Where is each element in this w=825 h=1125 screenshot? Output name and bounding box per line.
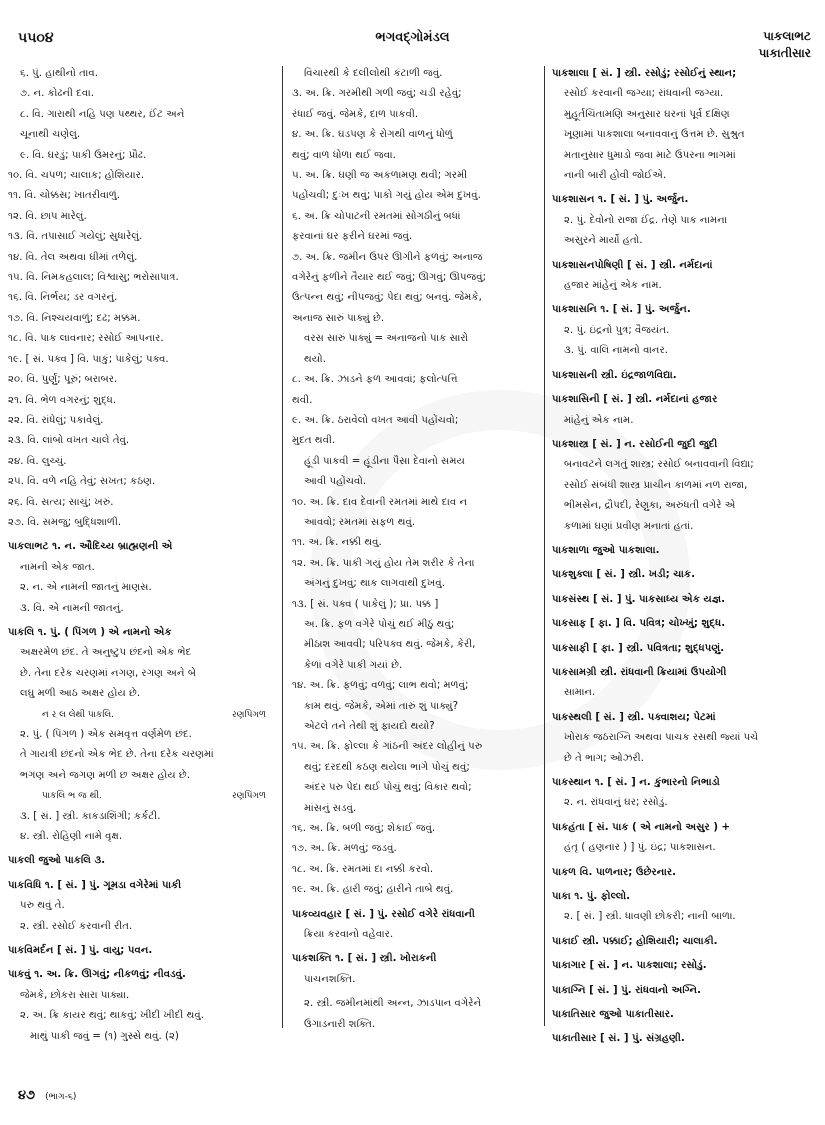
entry-line: ૨. પું. ઇંદ્રનો પુત્ર; વૈજયંત. [564, 324, 670, 336]
entry-line: પાચનશક્તિ. [304, 973, 356, 985]
entry-line: ૧૦. વિ. ચપળ; ચાલાક; હોશિયાર. [8, 170, 145, 182]
entry-line: હંતૃ ( હણનાર ) ] પું. ઇંદ્ર; પાકશાસન. [564, 842, 716, 854]
entry-headword-line: પાકસાફી [ ફા. ] સ્ત્રી. પવિત્રતા; શુદ્ધપણું. [552, 642, 725, 654]
entry-line: ૧૫. અ. ક્રિ. ફોલ્લા કે ગાંઠની અંદર લોહીનું પરુ [292, 741, 483, 753]
entry-line: પહોંચવી; દુઃખ થવું; પાકો ગયું હોય એમ દુખવું. [292, 190, 481, 202]
entry-line: ૧૮. અ. ક્રિ. રમતમાં દા નક્કી કરવો. [292, 863, 434, 875]
entry-line: મીઠાશ આવવી; પરિપક્વ થવું. જેમકે, કેરી, [304, 639, 476, 651]
entry-line: હૂંડી પાકવી = હૂંડીના પૈસા દેવાનો સમય [304, 455, 465, 467]
entry-line: ૧૪. અ. ક્રિ. ફળવું; વળવું; લાભ થવો; મળવું; [292, 680, 469, 692]
entry-line: લઘુ મળી આઠ અક્ષર હોય છે. [20, 688, 141, 700]
entry-line: ૨. સ્ત્રી. રસોઈ કરવાની રીત. [20, 920, 133, 932]
entry-line: ૩. અ. ક્રિ. ગરમીથી ગળી જવું; ચડી રહેવું; [292, 88, 462, 100]
entry-line: ૨. અ. ક્રિ કાયર થવું; થાકવું; ખીદી ખીદી થવું. [20, 1010, 204, 1022]
entry-headword-line: પાકશાસ્ત્ર [ સં. ] ન. રસોઈની જુદી જુદી [552, 438, 718, 450]
entry-line: થયો. [304, 353, 326, 365]
entry-line: ૩. વિ. એ નામની જાતનું. [20, 602, 124, 614]
entry-line: ૨૧. વિ. ભેળ વગરનું; શુદ્ધ. [8, 394, 117, 406]
entry-line: છે. તેના દરેક ચરણમાં નગણ, રગણ અને બે [20, 667, 197, 679]
entry-line: ૬. અ. ક્રિ ચોપાટની રમતમાં સોગઠીનું બધાં [292, 210, 461, 222]
entry-line: ૧૧. વિ. ચોક્કસ; ખાતરીવાળું. [8, 190, 121, 202]
entry-line: આવી પહોંચવો. [304, 476, 367, 488]
column-middle [292, 64, 540, 1035]
citation-text: ન ર લ લેથી પાકલિ. [42, 709, 114, 720]
page-footer [18, 1088, 76, 1103]
entry-line: ૬. પું. હાથીનો તાવ. [20, 68, 98, 79]
entry-headword-line: પાકશાસન ૧. [ સં. ] પું. અર્જુન. [552, 194, 689, 206]
entry-line: રંધાઈ જવું. જેમકે, દાળ પાકવી. [292, 108, 419, 120]
page-header [0, 0, 825, 58]
column-right [552, 64, 814, 1050]
entry-headword-line: પાકવિધિ ૧. [ સં. ] પું. ગૂમડા વગેરેમાં પાકી [8, 879, 182, 891]
entry-line: મુદત થવી. [292, 435, 336, 447]
entry-line: ૨૫. વિ. વળે નહિ તેવું; સખત; કઠણ. [8, 476, 156, 488]
entry-line: ૧૯. અ. ક્રિ. હારી જવું; હારીને તાબે થવું. [292, 884, 454, 896]
entry-line: ૮. અ. ક્રિ. ઝાડને ફળ આવવાં; ફલોત્પત્તિ [292, 374, 458, 386]
citation-source: રણપિંગળ [232, 709, 266, 720]
entry-line: ૯. અ. ક્રિ. ઠરાવેલો વખત આવી પહોંચવો; [292, 414, 459, 426]
entry-line: ૨. ન. રાંધવાનું ઘર; રસોડું. [564, 797, 668, 809]
entry-headword-line: પાકવ્યવહાર [ સં. ] પું. રસોઈ વગેરે રાંધવાની [292, 908, 475, 920]
entry-headword-line: પાકશાસની સ્ત્રી. ઇંદ્રજાળવિદ્યા. [552, 369, 677, 381]
entry-line: ૧૮. વિ. પાક લાવનાર; રસોઈ આપનાર. [8, 333, 164, 345]
entry-line: ઉગાડનારી શક્તિ. [304, 1018, 376, 1030]
entry-line: વગેરેનું ફળીને તૈયાર થઈ જવું; ઊગવું; ઊપજવું; [292, 272, 487, 284]
entry-line: ૧૦. અ. ક્રિ. દાવ દેવાની રમતમાં માથે દાવ ન [292, 496, 468, 508]
entry-line: ૨. સ્ત્રી. જમીનમાંથી અન્ન, ઝાડપાન વગેરેને [304, 998, 482, 1010]
entry-line: કામ થવું. જેમકે, એમાં તારું શું પાક્યું? [304, 700, 459, 712]
entry-headword-line: પાકવિમર્દન [ સં. ] પું. વાયુ; પવન. [8, 945, 153, 957]
entry-line: ૨૨. વિ. રાંધેલું; પકાવેલું. [8, 414, 104, 426]
entry-line: અંગનું દુખવું; થાક લાગવાથી દુખવું. [304, 578, 445, 590]
citation [8, 786, 274, 806]
entry-line: ૪. અ. ક્રિ. ઘડપણ કે રોગથી વાળનું ધોળું [292, 129, 453, 141]
entry-line: ૧૬. વિ. નિર્ભય; ડર વગરનું. [8, 292, 118, 304]
entry-line: ૨. પું. દેવોનો રાજા ઈંદ્ર. તેણે પાક નામના [564, 214, 728, 226]
entry-line: ૧૧. અ. ક્રિ. નક્કી થવું. [292, 537, 382, 549]
entry-line: ૨. ન. એ નામની જાતનું માણસ. [20, 582, 152, 594]
entry-line: ૨૭. વિ. સમજુ; બુદ્ધિશાળી. [8, 516, 122, 528]
entry-headword-line: પાકલિ ૧. પું. ( પિંગળ ) એ નામનો એક [8, 626, 172, 638]
entry-line: કળામાં ઘણાં પ્રવીણ મનાતાં હતાં. [564, 520, 694, 532]
entry-headword-line: પાકલાભટ ૧. ન. ઔદિચ્ય બ્રાહ્મણની એ [8, 541, 173, 553]
entry-line: ૧૨. અ. ક્રિ. પાકી ગયું હોય તેમ શરીર કે તેના [292, 557, 475, 569]
entry-line: જેમકે, છોકરા સારા પાક્યા. [20, 989, 130, 1001]
entry-line: તે ગાયત્રી છંદનો એક ભેદ છે. તેના દરેક ચરણમાં [20, 749, 214, 761]
entry-headword-line: પાકાતિસાર જુઓ પાકાતીસાર. [552, 1009, 674, 1021]
entry-line: થવી. [292, 394, 313, 406]
sheet-number: ૪૭ [18, 1088, 36, 1103]
entry-line: નામની એક જાત. [20, 561, 95, 573]
entry-line: થવું; વાળ ધોળા થઈ જવા. [292, 149, 396, 161]
entry-line: ૭. ન. કોઢની દવા. [20, 88, 94, 100]
entry-line: ૮. વિ. ગારાથી નહિ પણ પથ્થર, ઈંટ અને [20, 108, 185, 120]
guide-words [759, 28, 811, 62]
entry-line: અક્ષરમેળ છંદ. તે અનુષ્ટુપ છંદનો એક ભેદ [20, 647, 192, 659]
entry-line: કેળાં વગેરે પાકી ગયાં છે. [304, 659, 403, 671]
entry-line: માંસનું સડવું. [304, 802, 357, 814]
column-left [8, 64, 274, 1047]
entry-line: મુહૂર્તચિંતામણિ અનુસાર ઘરનાં પૂર્વ દક્ષિણ [564, 108, 730, 120]
entry-line: ૨. [ સં. ] સ્ત્રી. ધાવણી છોકરી; નાની બાળા. [564, 911, 736, 923]
entry-line: ભગણ અને જગણ મળી છ અક્ષર હોય છે. [20, 769, 191, 781]
entry-line: ક્રિયા કરવાનો વહેવાર. [304, 929, 394, 941]
entry-line: ૧૪. વિ. તેલ અથવા ઘીમાં તળેલું. [8, 251, 138, 263]
entry-line: અનાજ સારું પાક્યું છે. [292, 312, 385, 324]
page-number: ૫૫૦૪ [18, 30, 54, 46]
entry-line: ૫. અ. ક્રિ. ઘણી જ અકળામણ થવી; ગરમી [292, 170, 468, 182]
entry-line: રસોઈ સંબંધી શાસ્ત્ર પ્રાચીન કાળમાં નળ રાજા, [564, 479, 748, 491]
entry-headword-line: પાકસ્થાન ૧. [ સં. ] ન. કુંભારનો નિભાડો [552, 777, 720, 788]
entry-line: ભીમસેન, દ્રૌપદી, રેણુકા, અરુંધતી વગેરે એ [564, 500, 736, 512]
entry-line: રસોઈ કરવાની જગ્યા; રાંધવાની જગ્યા. [564, 88, 724, 100]
entry-line: ૪. સ્ત્રી. રોહિણી નામે વૃક્ષ. [20, 831, 123, 843]
entry-headword-line: પાકાઈ સ્ત્રી. પક્કાઈ; હોશિયારી; ચાલાકી. [552, 935, 718, 947]
entry-headword-line: પાકવું ૧. અ. ક્રિ. ઊગવું; નીકળવું; નીવડવું. [8, 969, 186, 981]
entry-headword-line: પાકલી જુઓ પાકલિ ૩. [8, 855, 106, 867]
entry-line: ૨૦. વિ. પુર્ણું; પૂરું; બરાબર. [8, 374, 118, 386]
entry-line: ૭. અ. ક્રિ. જમીન ઉપર ઊગીને ફળવું; અનાજ [292, 251, 483, 263]
guide-word-last: પાકાતીસાર [758, 46, 811, 60]
entry-headword-line: પાકશાસનપોષિણી [ સં. ] સ્ત્રી. નર્મદાનાં [552, 259, 713, 271]
entry-headword-line: પાકસ્થલી [ સં. ] સ્ત્રી. પક્વાશય; પેટમાં [552, 711, 716, 723]
entry-line: ૨. પું. ( પિંગળ ) એક સમવૃત્ત વર્ણમેળ છંદ. [20, 729, 192, 740]
entry-line: વરસ સારું પાક્યું = અનાજનો પાક સારો [304, 333, 469, 345]
entry-line: ૧૨. વિ. છાપ મારેલું. [8, 210, 87, 222]
entry-line: પરુ થવું તે. [20, 900, 65, 912]
entry-line: ૧૩. [ સં. પક્વ ( પાકેલું ); પ્રા. પક્ક ] [292, 598, 439, 610]
entry-line: ૧૯. [ સં. પક્વ ] વિ. પાકું; પાકેલું; પક્વ. [8, 353, 169, 365]
entry-headword-line: પાકહંતા [ સં. પાક ( એ નામનો અસુર ) + [552, 821, 731, 833]
book-title: ભગવદ્ગોમંડલ [375, 30, 450, 45]
entry-line: ૨૪. વિ. લુચ્ચું. [8, 455, 67, 467]
citation-text: પાકલિ ભ જ થી. [42, 791, 102, 802]
entry-line: ઉત્પન્ન થવું; નીપજવું; પેદા થવું; બનવું. જેમકે, [292, 292, 482, 304]
entry-line: મતાનુસાર ધુમાડો જવા માટે ઉપરના ભાગમાં [564, 149, 736, 161]
entry-line: ૯. વિ. ઘરડું; પાકી ઉમરનું; પ્રૌઢ. [20, 149, 147, 161]
entry-line: છે તે ભાગ; ઓઝરી. [564, 752, 644, 764]
entry-line: માથું પાકી જવું = (૧) ગુસ્સે થવું. (૨) [30, 1030, 179, 1042]
entry-line: ખોરાક જઠરાગ્નિ અથવા પાચક રસથી જ્યાં પચે [564, 732, 759, 744]
volume-label: (ભાગ-૬) [45, 1092, 77, 1102]
entry-line: ૩. પું. વાલિ નામનો વાનર. [564, 345, 669, 357]
entry-line: થવું; દરદથી કઠણ થયેલા ભાગે પોચું થવું; [304, 761, 470, 773]
entry-line: ચૂનાથી ચણેલું. [20, 129, 81, 141]
entry-headword-line: પાકશાસિની [ સં. ] સ્ત્રી. નર્મદાનાં હજાર [552, 394, 718, 406]
entry-line: એટલે તને તેથી શું ફાયદો થયો? [304, 721, 435, 732]
entry-line: બનાવટને લગતું શાસ્ત્ર; રસોઈ બનાવવાની વિદ્યા; [564, 459, 754, 471]
entry-line: ૧૫. વિ. નિમકહલાલ; વિશ્વાસુ; ભરોસાપાત્ર. [8, 272, 179, 284]
entry-line: ૨૩. વિ. લાંબો વખત ચાલે તેવું. [8, 435, 130, 447]
guide-word-first: પાકલાભટ [763, 29, 811, 43]
entry-headword-line: પાકા ૧. પું. ફોલ્લો. [552, 891, 631, 903]
entry-headword-line: પાકશક્તિ ૧. [ સં. ] સ્ત્રી. ખોરાકની [292, 953, 437, 965]
entry-headword-line: પાકસંસ્થ [ સં. ] પું. પાકસાધ્ય એક યજ્ઞ. [552, 593, 726, 605]
entry-line: ફરવાનાં ઘર ફરીને ઘરમાં જવું. [292, 231, 413, 243]
column-divider [282, 66, 283, 1028]
entry-line: ખૂણામાં પાકશાલા બનાવવાનું ઉત્તમ છે. સુશ્રુત [564, 129, 745, 141]
entry-headword-line: પાકાગાર [ સં. ] ન. પાકશાલા; રસોડું. [552, 960, 707, 972]
citation [8, 705, 274, 725]
entry-line: અસુરને માર્યો હતો. [564, 235, 643, 247]
entry-headword-line: પાકળ વિ. પાળનાર; ઉછેરનાર. [552, 866, 676, 878]
entry-line: ૧૭. વિ. નિશ્ચયવાળું; દઢ; મક્કમ. [8, 312, 141, 324]
entry-headword-line: પાકશાલા [ સં. ] સ્ત્રી. રસોડું; રસોઈનું સ્થાન; [552, 68, 737, 79]
entry-headword-line: પાકાગ્નિ [ સં. ] પું. રાંધવાનો અગ્નિ. [552, 984, 702, 996]
entry-line: આવવો; રમતમાં સફળ થવું. [304, 516, 416, 528]
entry-headword-line: પાકસાફ [ ફા. ] વિ. પવિત્ર; ચોખ્ખું; શુદ્ધ. [552, 618, 726, 630]
citation-source: રણપિંગળ [232, 791, 266, 802]
entry-line: અ. ક્રિ. ફળ વગેરે પોચું થઈ મીઠું થવું; [304, 618, 455, 630]
entry-line: ૧૬. અ. ક્રિ. બળી જવું; શેકાઈ જવું. [292, 823, 436, 835]
entry-headword-line: પાકશુક્લા [ સં. ] સ્ત્રી. ખડી; ચાક. [552, 569, 695, 581]
entry-headword-line: પાકશાસનિ ૧. [ સં. ] પું. અર્જુન. [552, 304, 691, 316]
entry-line: ૧૩. વિ. તપાસાઈ ગયેલું; સુધારેલું. [8, 231, 143, 243]
entry-line: માંહેનું એક નામ. [564, 414, 634, 426]
entry-line: સામાન. [564, 687, 596, 699]
entry-line: હજાર માંહેનું એક નામ. [564, 280, 662, 292]
entry-line: ૩. [ સં. ] સ્ત્રી. કાકડાશિંગી; કર્કટી. [20, 810, 161, 822]
entry-line: ૧૭. અ. ક્રિ. મળવું; જડવું. [292, 843, 397, 855]
entry-line: નાની બારી હોવી જોઈએ. [564, 170, 667, 182]
entry-line: વિચારથી કે દલીલોથી કંટાળી જવું. [304, 68, 443, 79]
column-divider [544, 66, 545, 1026]
entry-headword-line: પાકાતીસાર [ સં. ] પું. સંગ્રહણી. [552, 1033, 685, 1045]
entry-line: ૨૬. વિ. સત્ય; સાચું; ખરું. [8, 496, 114, 508]
entry-headword-line: પાકશાળા જુઓ પાકશાલા. [552, 544, 660, 556]
entry-headword-line: પાકસામગ્રી સ્ત્રી. રાંધવાની ક્રિયામાં ઉપયોગી [552, 666, 727, 678]
entry-line: અંદર પરુ પેદા થઈ પોચું થવું; વિકાર થવો; [304, 782, 472, 794]
